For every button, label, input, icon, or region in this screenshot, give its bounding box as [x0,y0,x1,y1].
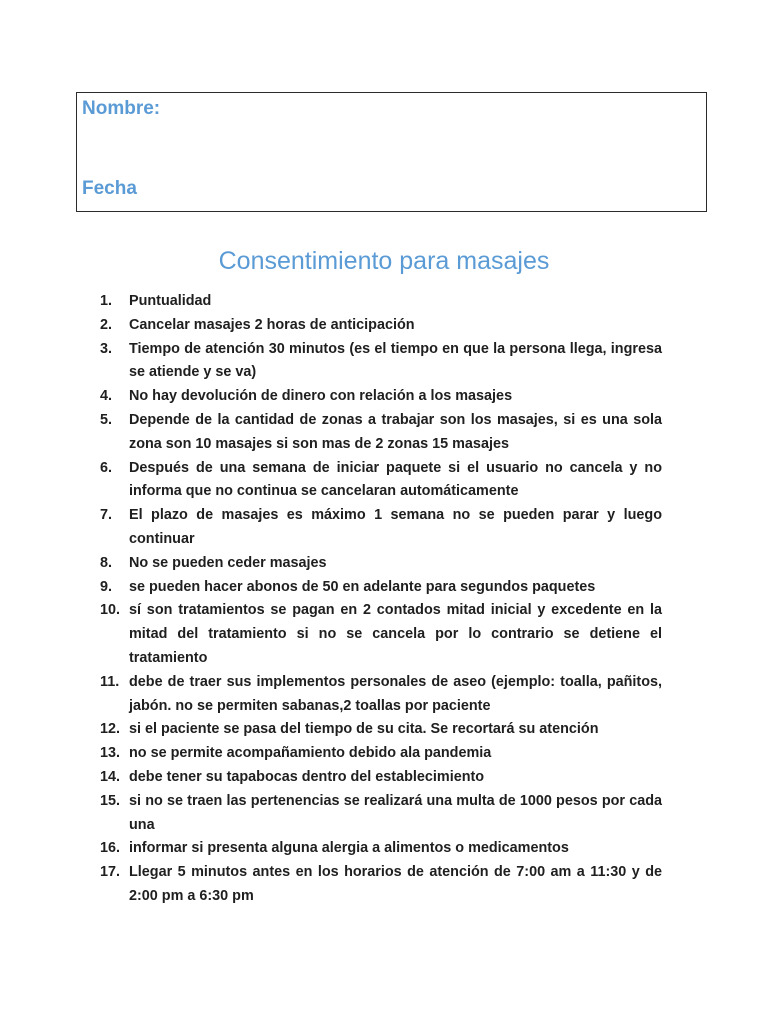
rule-item [100,576,662,600]
fecha-label: Fecha [82,178,137,199]
rule-number: 1. [100,293,113,309]
rule-number: 3. [100,340,113,357]
rule-number: 17. [100,864,121,881]
rule-number: 16. [100,840,121,857]
rule-text: debe tener su tapabocas dentro del establecimiento [129,768,485,785]
rule-number: 8. [100,554,113,571]
rule-text: si el paciente se pasa del tiempo de su cita. Se recortará su atención [129,721,599,738]
rule-item [100,409,662,457]
rule-item [100,290,662,314]
rule-number: 9. [100,578,113,595]
rule-text: Puntualidad [129,293,212,309]
rule-number: 7. [100,507,113,524]
rule-item [100,385,662,409]
rule-number: 14. [100,768,121,785]
rule-text: Depende de la cantidad de zonas a trabajar son los masajes, si es una sola zona son 10 masajes si son mas de 2 zonas 15 masajes [129,411,662,452]
rule-text: se pueden hacer abonos de 50 en adelante para segundos paquetes [129,578,596,595]
rule-text: Después de una semana de iniciar paquete si el usuario no cancela y no informa que no continua se cancelaran automáticamente [129,459,662,500]
document-title: Consentimiento para masajes [218,247,550,275]
rule-number: 5. [100,411,113,428]
rule-item [100,552,662,576]
rule-item [100,766,662,790]
rule-number: 6. [100,459,113,476]
rules-list [100,290,662,909]
rule-text: si no se traen las pertenencias se realizará una multa de 1000 pesos por cada una [129,792,662,833]
rule-number: 15. [100,792,121,809]
rule-text: sí son tratamientos se pagan en 2 contados mitad inicial y excedente en la mitad del tratamiento si no se cancela por lo contrario se detiene el tratamiento [129,602,662,666]
rule-number: 2. [100,316,113,333]
rule-text: No hay devolución de dinero con relación a los masajes [129,388,513,405]
rule-item [100,671,662,719]
rule-item [100,718,662,742]
rule-number: 10. [100,602,121,619]
rule-item [100,504,662,552]
rule-number: 4. [100,388,113,405]
rule-text: Tiempo de atención 30 minutos (es el tiempo en que la persona llega, ingresa se atiende y se va) [129,340,662,381]
rule-text: El plazo de masajes es máximo 1 semana no se pueden parar y luego continuar [129,507,662,547]
rule-item [100,790,662,838]
rule-item [100,314,662,338]
rule-item [100,338,662,386]
rule-item [100,599,662,670]
rule-item [100,837,662,861]
rule-text: informar si presenta alguna alergia a alimentos o medicamentos [129,840,569,857]
rule-item [100,861,662,909]
name-date-box [76,92,707,212]
rule-number: 13. [100,745,121,762]
rule-item [100,457,662,505]
rule-number: 12. [100,721,121,738]
rule-text: no se permite acompañamiento debido ala pandemia [129,745,492,762]
rule-text: No se pueden ceder masajes [129,554,327,571]
rule-text: Cancelar masajes 2 horas de anticipación [129,316,415,333]
rule-item [100,742,662,766]
rule-text: debe de traer sus implementos personales de aseo (ejemplo: toalla, pañitos, jabón. no se permiten sabanas,2 toallas por paciente [129,673,662,714]
nombre-label: Nombre: [82,98,161,119]
rule-text: Llegar 5 minutos antes en los horarios de atención de 7:00 am a 11:30 y de 2:00 pm a 6:30 pm [129,864,662,904]
rule-number: 11. [100,673,120,690]
